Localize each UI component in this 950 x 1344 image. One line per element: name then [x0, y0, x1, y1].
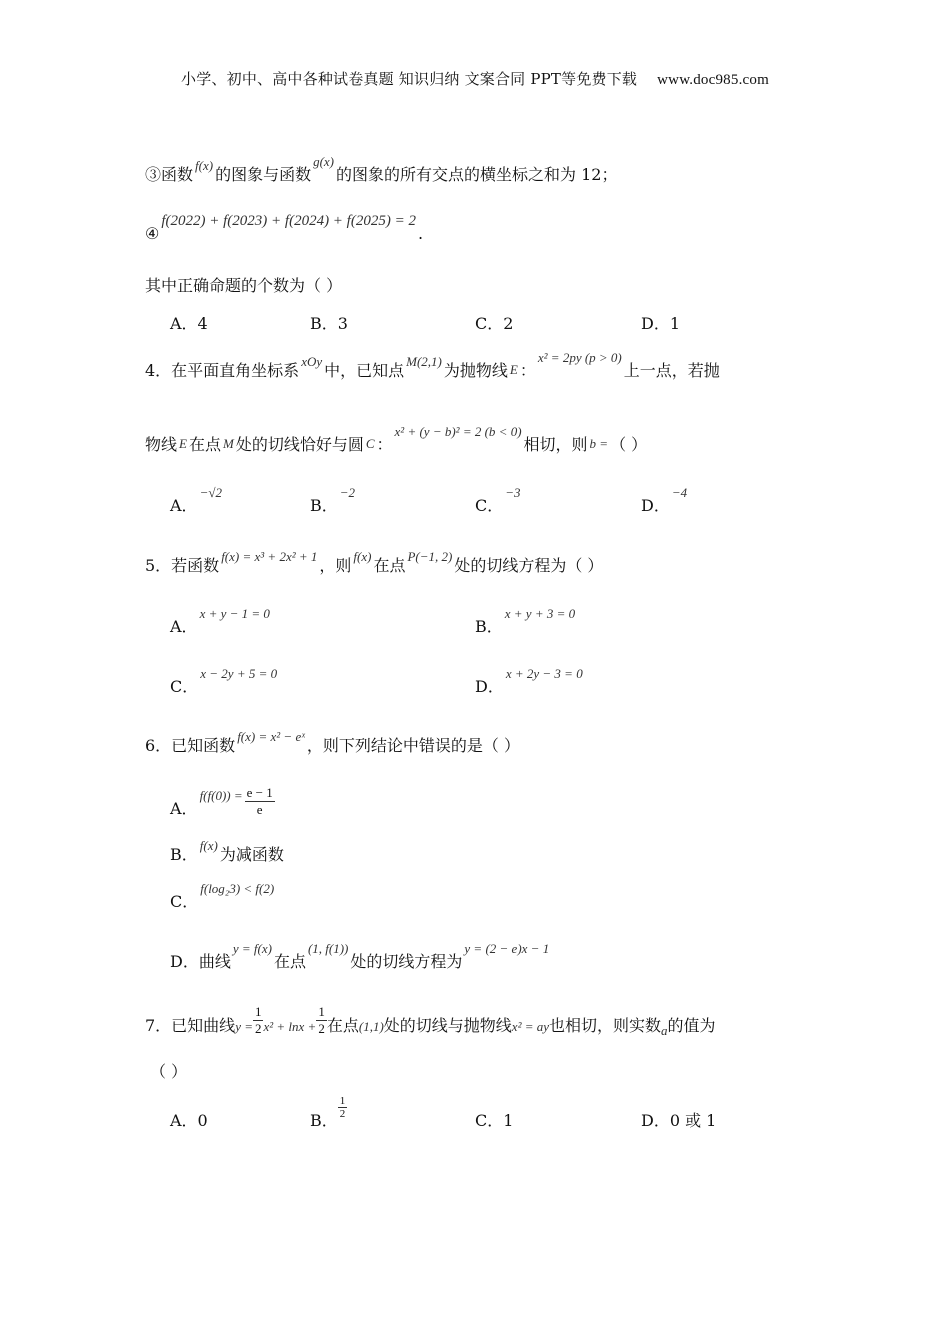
math-q5-c: x − 2y + 5 = 0 — [200, 666, 278, 681]
q5-option-d[interactable] — [475, 666, 585, 697]
q6-a-numerator: e − 1 — [246, 785, 273, 800]
math-q5-fx: f(x) — [353, 549, 372, 564]
math-q4-d: −4 — [671, 485, 688, 500]
q5-text-4: 处的切线方程为（ ） — [454, 556, 604, 575]
q7-f2-den: 2 — [318, 1021, 325, 1036]
statement-3-label: ③函数 — [145, 165, 194, 184]
math-m2: M — [222, 436, 234, 451]
q4-option-d[interactable] — [641, 485, 689, 516]
q4-text-9: ： — [376, 435, 393, 454]
statement-3-mid: 的图象与函数 — [215, 165, 312, 184]
math-gx: g(x) — [313, 154, 335, 169]
header-site: www.doc985.com — [657, 72, 769, 88]
q5-option-a[interactable] — [170, 606, 272, 637]
q4-text-5: 上一点，若抛 — [623, 361, 720, 380]
math-b-eq: b = — [589, 436, 609, 451]
math-q6-c: f(log₂3) < f(2) — [200, 881, 275, 896]
q6-b-label: B． — [170, 845, 198, 864]
q7-fraction-2 — [316, 1004, 327, 1037]
page-header — [0, 68, 950, 89]
math-xoy: xOy — [301, 354, 323, 369]
q6-d-label: D．曲线 — [170, 952, 231, 971]
q7-b-den: 2 — [339, 1108, 346, 1120]
math-q6-b: f(x) — [199, 838, 218, 853]
math-fx: f(x) — [195, 158, 214, 173]
q4-text-6: 物线 — [145, 435, 178, 454]
q5-text-1: 5．若函数 — [145, 556, 220, 575]
math-e: E — [509, 362, 518, 377]
q4-text-4: ： — [519, 361, 536, 380]
statement-3 — [145, 154, 618, 185]
math-q4-c: −3 — [505, 485, 521, 500]
q6-d-text-1: 在点 — [273, 952, 306, 971]
math-c: C — [365, 436, 375, 451]
q7-f1-den: 2 — [254, 1021, 262, 1036]
q5-option-c[interactable] — [170, 666, 279, 697]
q7-f2-num: 1 — [318, 1004, 325, 1019]
q4-a-label: A． — [170, 496, 198, 515]
q4-text-10: 相切，则 — [523, 435, 588, 454]
math-q7-a: a — [661, 1023, 668, 1038]
math-e2: E — [179, 436, 187, 451]
math-q5-point: P(−1, 2) — [407, 549, 453, 564]
header-text: 小学、初中、高中各种试卷真题 知识归纳 文案合同 PPT等免费下载 — [181, 70, 638, 88]
q7-text-5: 的值为 — [667, 1016, 716, 1035]
q4-text-8: 处的切线恰好与圆 — [235, 435, 364, 454]
math-parabola: x² = 2py (p > 0) — [537, 350, 622, 365]
math-q5-d: x + 2y − 3 = 0 — [505, 666, 583, 681]
q6-c-label: C． — [170, 892, 199, 911]
q5-text-2: ，则 — [319, 556, 352, 575]
math-circle: x² + (y − b)² = 2 (b < 0) — [394, 424, 522, 439]
q4-b-label: B． — [310, 496, 338, 515]
math-q7-point: (1,1) — [358, 1019, 384, 1034]
math-q5-func: f(x) = x³ + 2x² + 1 — [221, 549, 318, 564]
math-q5-a: x + y − 1 = 0 — [199, 606, 270, 621]
q4-text-7: 在点 — [188, 435, 221, 454]
math-q6-d-point: (1, f(1)) — [307, 941, 349, 956]
q5-a-label: A． — [170, 617, 198, 636]
q6-d-text-2: 处的切线方程为 — [350, 952, 463, 971]
statement-4-end: . — [417, 224, 424, 243]
math-q6-d-curve: y = f(x) — [232, 941, 272, 956]
q4-option-a[interactable] — [170, 485, 224, 516]
q5-text-3: 在点 — [373, 556, 406, 575]
q5-option-b[interactable] — [475, 606, 577, 637]
q5-c-label: C． — [170, 677, 199, 696]
q4-c-label: C． — [475, 496, 504, 515]
q7-b-fraction — [338, 1095, 348, 1120]
q3-option-c[interactable]: C．2 — [475, 314, 514, 333]
math-q4-a: −√2 — [199, 485, 222, 500]
q4-text-3: 为抛物线 — [443, 361, 508, 380]
q6-a-denominator: e — [256, 802, 263, 817]
q7-fraction-1 — [253, 1004, 264, 1037]
q7-text-3: 处的切线与抛物线 — [383, 1016, 512, 1035]
q4-option-c[interactable] — [475, 485, 523, 516]
q3-option-d[interactable]: D．1 — [641, 314, 681, 333]
q3-option-a[interactable]: A．4 — [170, 314, 208, 333]
q6-option-b[interactable] — [170, 838, 284, 865]
q7-answer-paren: （ ） — [150, 1062, 188, 1081]
statement-4-label: ④ — [145, 224, 160, 243]
q4-text-2: 中，已知点 — [324, 361, 405, 380]
q3-option-b[interactable]: B．3 — [310, 314, 348, 333]
math-q7-x2-ln: x² + lnx + — [263, 1019, 317, 1034]
q6-text-2: ，则下列结论中错误的是（ ） — [306, 736, 520, 755]
q7-option-c[interactable]: C．1 — [475, 1111, 514, 1130]
q7-stem — [145, 1004, 716, 1043]
q6-a-label: A． — [170, 799, 198, 818]
q7-option-a[interactable]: A．0 — [170, 1111, 208, 1130]
q7-option-d[interactable]: D．0 或 1 — [641, 1111, 717, 1130]
q4-d-label: D． — [641, 496, 670, 515]
math-sum-expr: f(2022) + f(2023) + f(2024) + f(2025) = 2 — [161, 213, 416, 229]
q7-b-num: 1 — [339, 1095, 346, 1107]
q4-text-1: 4．在平面直角坐标系 — [145, 361, 300, 380]
q5-stem — [145, 549, 604, 576]
math-point-m: M(2,1) — [406, 354, 442, 369]
q6-option-a[interactable] — [170, 785, 275, 826]
q5-d-label: D． — [475, 677, 504, 696]
q7-option-b[interactable] — [310, 1095, 347, 1134]
q6-text-1: 6．已知函数 — [145, 736, 236, 755]
math-q7-y: y = — [235, 1019, 253, 1034]
q4-stem-line2 — [145, 424, 648, 455]
q7-b-label: B． — [310, 1111, 338, 1130]
q5-b-label: B． — [475, 617, 503, 636]
q7-text-4: 也相切，则实数 — [549, 1016, 662, 1035]
math-q6-func: f(x) = x² − eˣ — [237, 729, 305, 744]
q4-text-11: （ ） — [610, 435, 648, 454]
math-q5-b: x + y + 3 = 0 — [504, 606, 576, 621]
q4-stem-line1 — [145, 350, 720, 381]
q6-option-d[interactable] — [170, 941, 551, 972]
math-q6-d-line: y = (2 − e)x − 1 — [464, 941, 550, 956]
q7-text-2: 在点 — [326, 1016, 359, 1035]
statement-3-end: 的图象的所有交点的横坐标之和为 12； — [336, 165, 618, 184]
q4-option-b[interactable] — [310, 485, 357, 516]
math-q4-b: −2 — [339, 485, 356, 500]
q6-a-fraction — [245, 785, 275, 818]
math-q7-parabola: x² = ay — [511, 1019, 550, 1034]
q6-stem — [145, 729, 520, 756]
q3-prompt: 其中正确命题的个数为（ ） — [145, 276, 343, 295]
statement-4 — [145, 213, 424, 244]
q6-option-c[interactable] — [170, 881, 276, 912]
q6-b-text: 为减函数 — [219, 845, 284, 864]
q7-text-1: 7．已知曲线 — [145, 1016, 236, 1035]
q7-f1-num: 1 — [254, 1004, 262, 1019]
math-q6-a-lhs: f(f(0)) = — [199, 788, 243, 803]
